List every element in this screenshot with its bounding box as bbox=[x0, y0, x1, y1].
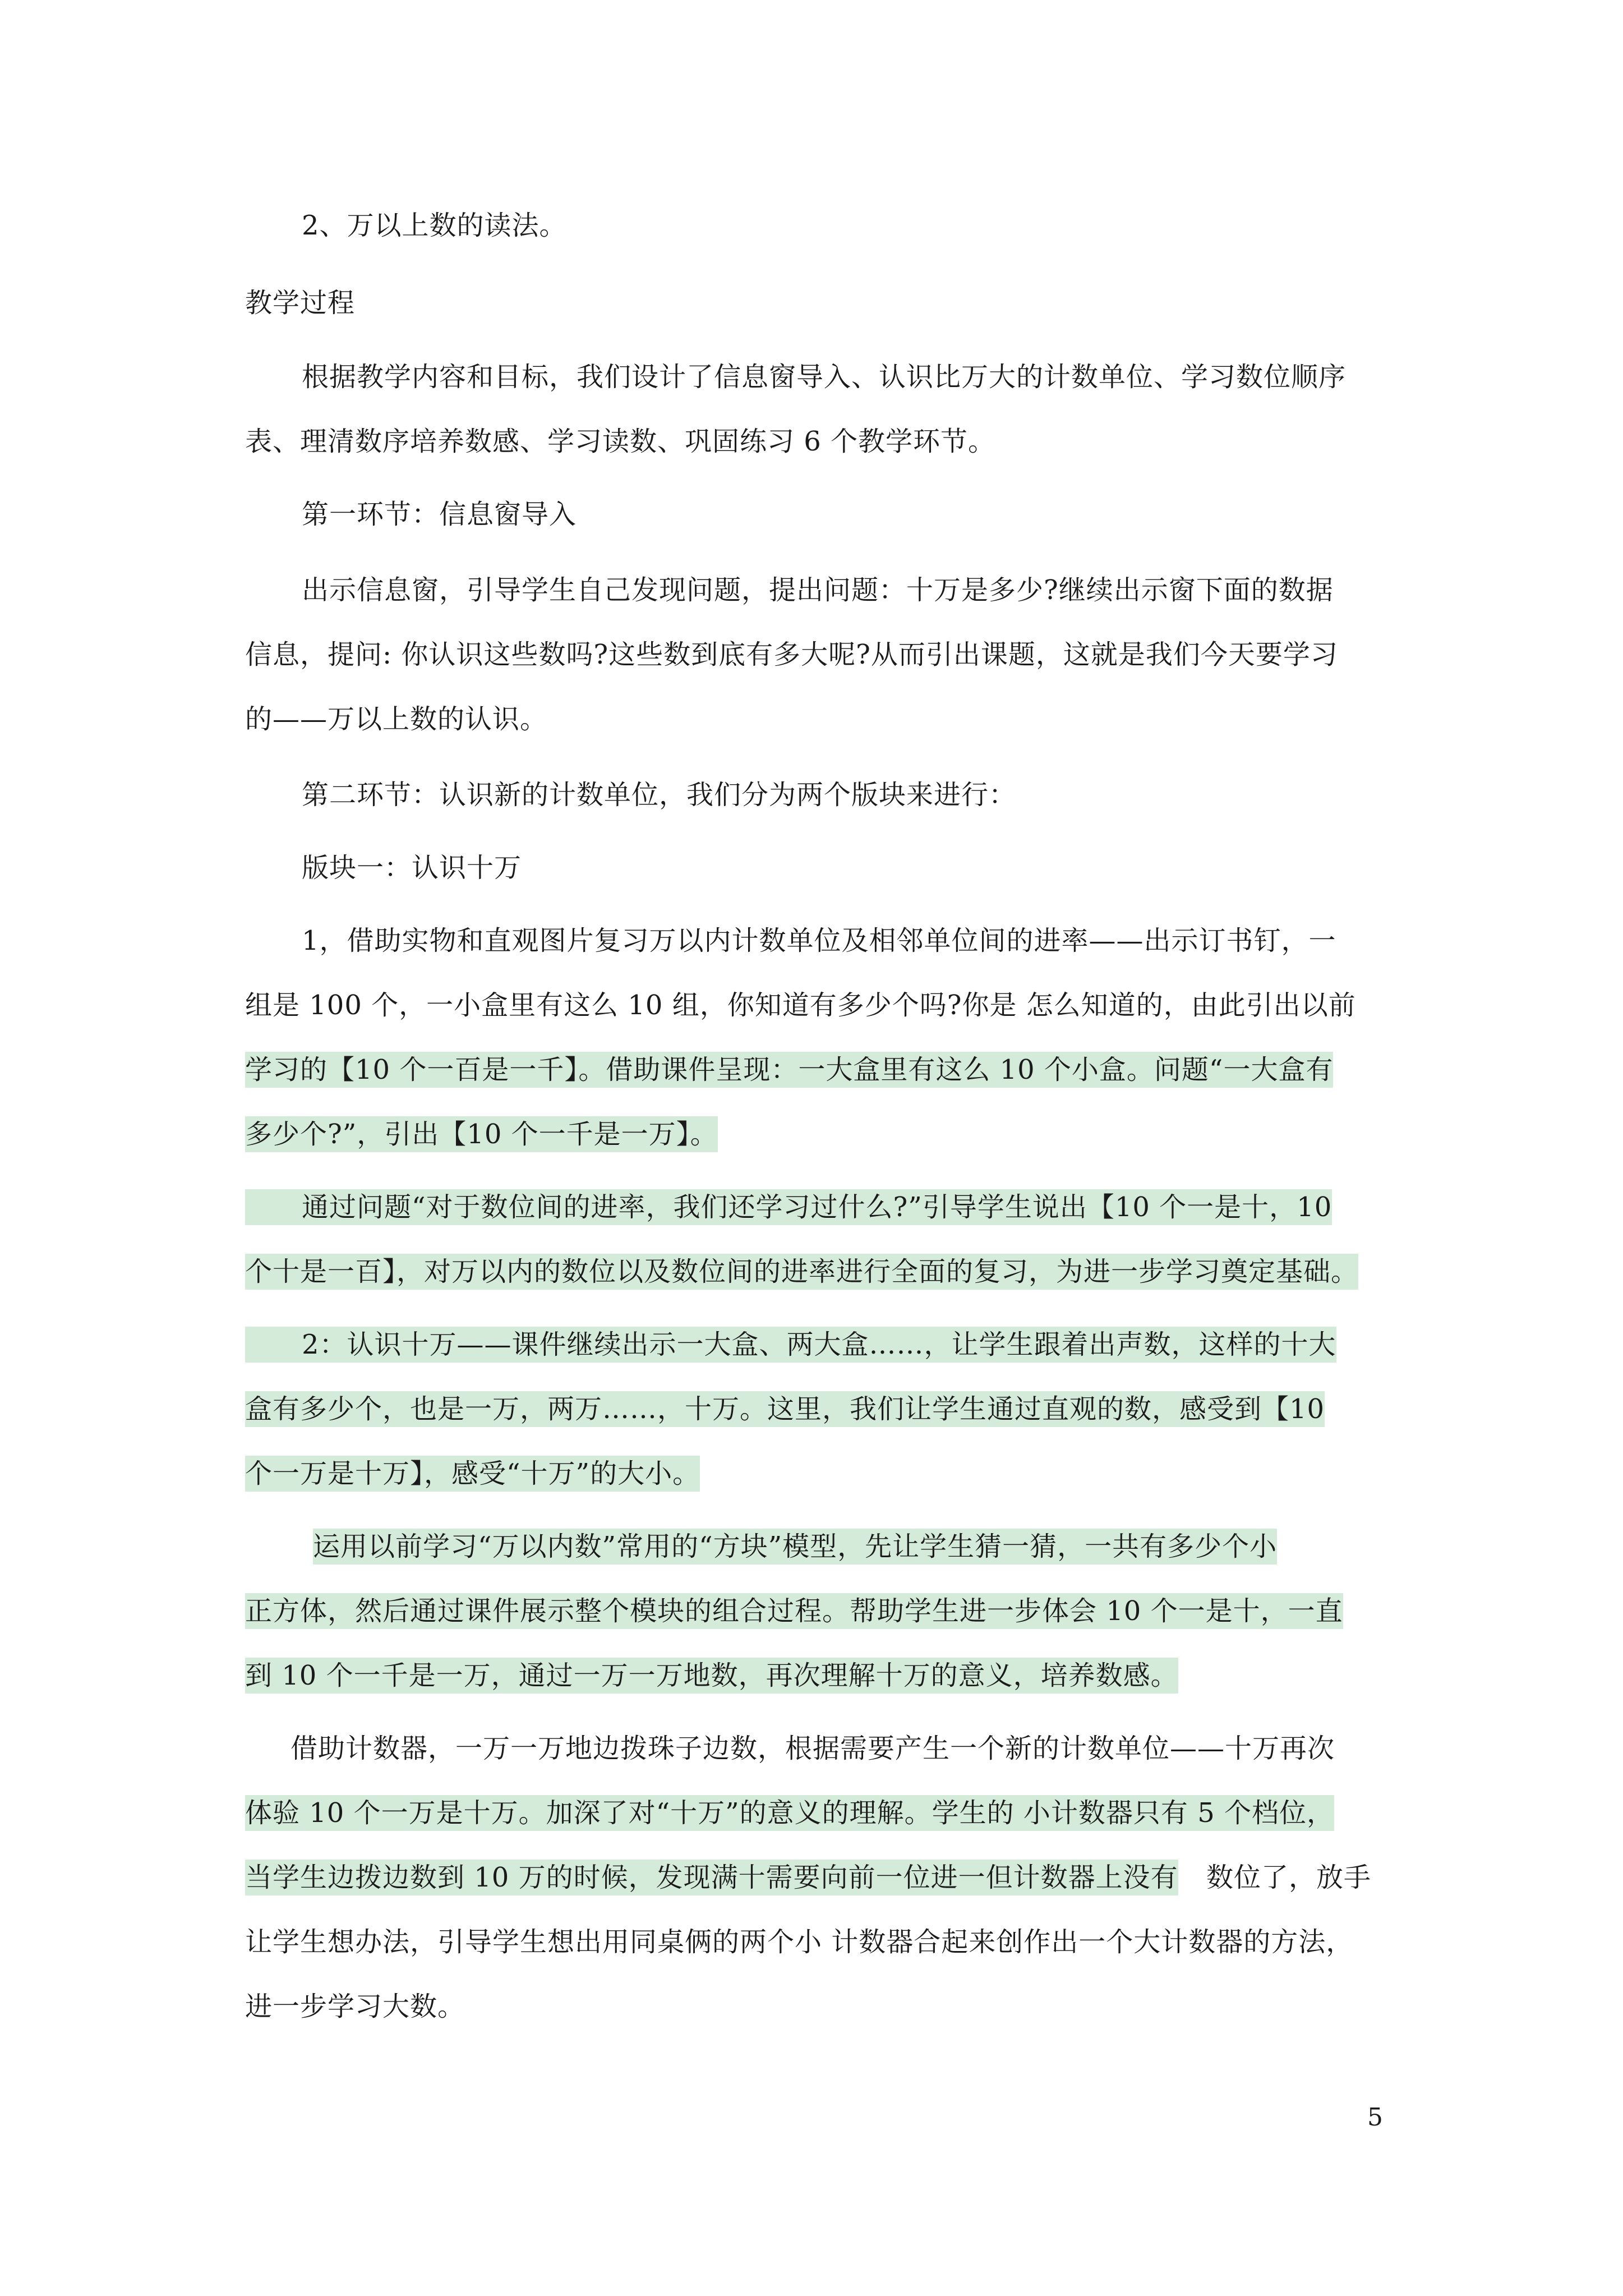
text-line: 第一环节：信息窗导入 bbox=[302, 499, 577, 530]
highlighted-text-line: 通过问题“对于数位间的进率，我们还学习过什么?”引导学生说出【10 个一是十，10 bbox=[245, 1189, 1332, 1225]
highlighted-text-line: 个一万是十万】，感受“十万”的大小。 bbox=[245, 1456, 700, 1492]
text-line: 2、万以上数的读法。 bbox=[302, 210, 567, 241]
text-line: 根据教学内容和目标，我们设计了信息窗导入、认识比万大的计数单位、学习数位顺序 bbox=[302, 361, 1347, 393]
text-line: 的——万以上数的认识。 bbox=[245, 703, 548, 735]
highlighted-text-line: 到 10 个一千是一万，通过一万一万地数，再次理解十万的意义，培养数感。 bbox=[245, 1658, 1178, 1694]
text-line: 表、理清数序培养数感、学习读数、巩固练习 6 个教学环节。 bbox=[245, 426, 996, 457]
text-line: 版块一：认识十万 bbox=[302, 852, 522, 884]
text-line: 进一步学习大数。 bbox=[245, 1991, 465, 2022]
text-line: 出示信息窗，引导学生自己发现问题，提出问题：十万是多少?继续出示窗下面的数据 bbox=[302, 574, 1334, 606]
text-line: 第二环节：认识新的计数单位，我们分为两个版块来进行： bbox=[302, 779, 1017, 811]
highlighted-text-line: 学习的【10 个一百是一千】。借助课件呈现：一大盒里有这么 10 个小盒。问题“一大盒有 bbox=[245, 1052, 1333, 1088]
page-number: 5 bbox=[1367, 2103, 1383, 2132]
text-line: 1，借助实物和直观图片复习万以内计数单位及相邻单位间的进率——出示订书钉，一 bbox=[302, 925, 1336, 956]
highlighted-text-line: 个十是一百】，对万以内的数位以及数位间的进率进行全面的复习，为进一步学习奠定基础。 bbox=[245, 1254, 1358, 1290]
highlighted-text-line: 盒有多少个，也是一万，两万……，十万。这里，我们让学生通过直观的数，感受到【10 bbox=[245, 1391, 1325, 1427]
highlighted-text-line: 多少个?”，引出【10 个一千是一万】。 bbox=[245, 1116, 718, 1152]
highlighted-text-line: 正方体，然后通过课件展示整个模块的组合过程。帮助学生进一步体会 10 个一是十，一直 bbox=[245, 1593, 1343, 1629]
text-line: 组是 100 个，一小盒里有这么 10 组，你知道有多少个吗?你是 怎么知道的，由此引出以前 bbox=[245, 990, 1356, 1021]
highlighted-text-line: 体验 10 个一万是十万。加深了对“十万”的意义的理解。学生的 小计数器只有 5 个档位， bbox=[245, 1795, 1334, 1831]
text-line: 让学生想办法，引导学生想出用同桌俩的两个小 计数器合起来创作出一个大计数器的方法， bbox=[245, 1926, 1354, 1958]
highlighted-text-line: 运用以前学习“万以内数”常用的“方块”模型，先让学生猜一猜，一共有多少个小 bbox=[313, 1529, 1277, 1565]
highlighted-text-line: 2：认识十万——课件继续出示一大盒、两大盒……，让学生跟着出声数，这样的十大 bbox=[245, 1327, 1336, 1363]
section-heading: 教学过程 bbox=[245, 287, 356, 319]
text-line: 数位了，放手 bbox=[1206, 1862, 1372, 1893]
text-line: 信息，提问: 你认识这些数吗?这些数到底有多大呢?从而引出课题，这就是我们今天要学习 bbox=[245, 639, 1338, 670]
highlighted-text-line: 当学生边拨边数到 10 万的时候，发现满十需要向前一位进一但计数器上没有 bbox=[245, 1860, 1178, 1895]
text-line: 借助计数器，一万一万地边拨珠子边数，根据需要产生一个新的计数单位——十万再次 bbox=[291, 1733, 1335, 1764]
